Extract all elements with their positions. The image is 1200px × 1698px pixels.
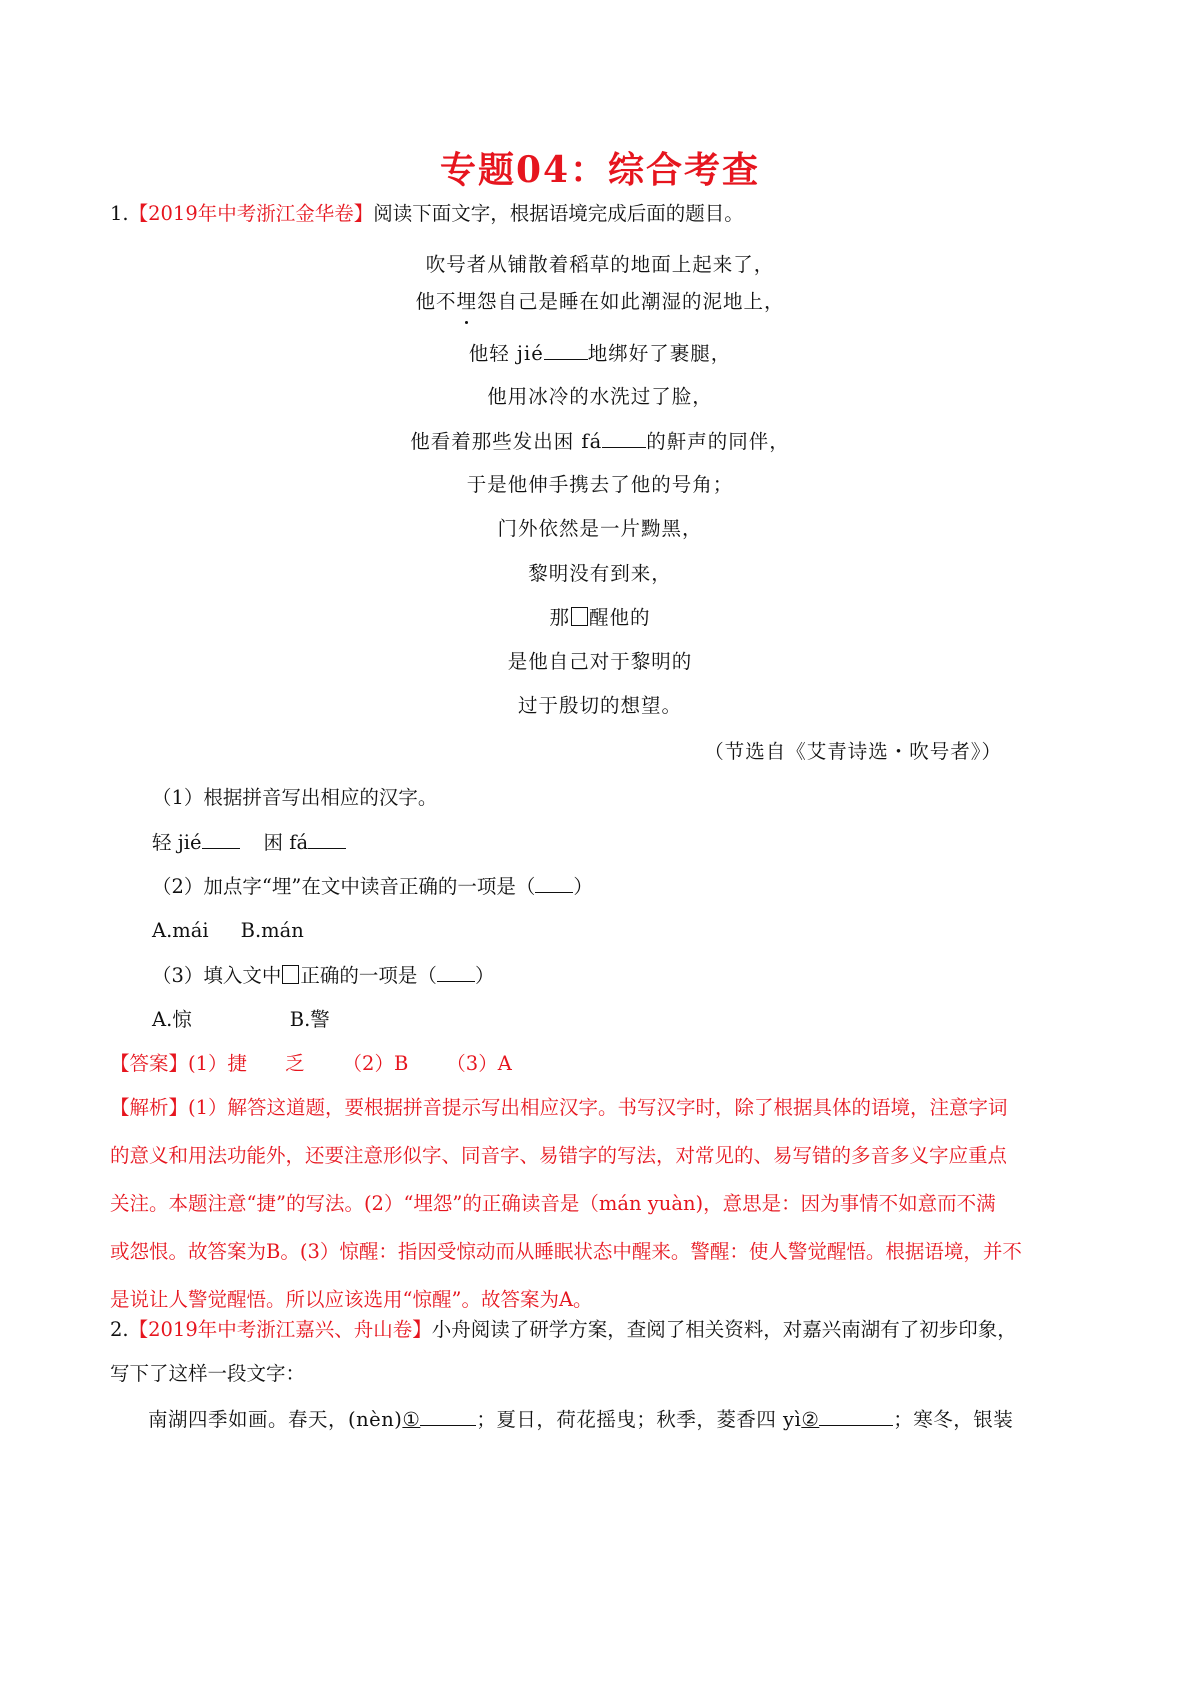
poem-text: 的鼾声的同伴， (646, 430, 790, 453)
fill-blank (437, 961, 475, 982)
fill-blank (819, 1405, 893, 1426)
analysis-line: 【解析】(1）解答这道题，要根据拼音提示写出相应汉字。书写汉字时，除了根据具体的语境，注意字词 (110, 1096, 1008, 1119)
poem-line (0, 604, 1200, 632)
question-text: （2）加点字“埋”在文中读音正确的一项是（ (152, 875, 536, 898)
fill-blank (544, 339, 588, 360)
answer-2: （2）B (342, 1052, 409, 1075)
poem-text: 他看着那些发出困 fá (410, 430, 603, 453)
question-number: 1. (110, 202, 129, 225)
fill-blank (202, 828, 240, 849)
question-number: 2. (110, 1318, 129, 1341)
sub-question-1: （1）根据拼音写出相应的汉字。 (152, 786, 438, 809)
passage-text: 南湖四季如画。春天，(nèn) (148, 1408, 403, 1431)
poem-line (0, 427, 1200, 456)
answer-line (110, 1050, 512, 1078)
question-text: 正确的一项是（ (300, 964, 437, 987)
sub-question-1-blanks (152, 828, 346, 857)
poem-line: 于是他伸手携去了他的号角； (466, 473, 734, 496)
sub-question-3-options (152, 1006, 330, 1034)
sub-question-2-options (152, 917, 304, 945)
poem-line: 是他自己对于黎明的 (507, 650, 693, 673)
poem-line: 黎明没有到来， (528, 562, 672, 585)
question-1-header (110, 200, 744, 228)
question-text: ） (573, 875, 593, 898)
question-2-passage (148, 1405, 1013, 1434)
blank-marker: ① (402, 1408, 421, 1431)
analysis-line: 关注。本题注意“捷”的写法。(2）“埋怨”的正确读音是（mán yuàn)，意思是：因为事情不如意而不满 (110, 1192, 996, 1215)
answer-label: 【答案】 (110, 1052, 189, 1075)
poem-line (0, 288, 1200, 316)
blank-marker: ② (801, 1408, 820, 1431)
analysis-line: 的意义和用法功能外，还要注意形似字、同音字、易错字的写法，对常见的、易写错的多音多义字应重点 (110, 1144, 1008, 1167)
question-source: 【2019年中考浙江嘉兴、舟山卷】 (128, 1318, 432, 1341)
poem-text: 怨自己是睡在如此潮湿的泥地上， (477, 290, 785, 313)
poem-line: 他用冰冷的水洗过了脸， (487, 385, 713, 408)
poem-text: 他轻 jié (468, 342, 544, 365)
fill-blank (308, 828, 346, 849)
dotted-character: 埋 (456, 288, 477, 316)
sub-question-2 (152, 872, 593, 901)
poem-text: 地绑好了裹腿， (587, 342, 732, 365)
answer-1: (1）捷 (188, 1052, 248, 1075)
option-a: A.mái (152, 919, 209, 942)
option-b: B.警 (289, 1008, 330, 1031)
poem-line: 过于殷切的想望。 (517, 694, 682, 717)
question-prompt: 小舟阅读了研学方案，查阅了相关资料，对嘉兴南湖有了初步印象， (431, 1318, 1017, 1341)
poem-text: 醒他的 (589, 606, 651, 629)
fill-blank (535, 872, 573, 893)
poem-text: 那 (549, 606, 570, 629)
question-prompt: 阅读下面文字，根据语境完成后面的题目。 (373, 202, 744, 225)
poem-line: 门外依然是一片黝黑， (497, 517, 703, 540)
question-source: 【2019年中考浙江金华卷】 (128, 202, 374, 225)
page-title: 专题04：综合考查 (439, 149, 761, 191)
question-text: ） (474, 964, 495, 987)
blank-label: 困 fá (263, 831, 309, 854)
blank-label: 轻 jié (152, 831, 202, 854)
option-b: B.mán (240, 919, 304, 942)
fill-blank (420, 1405, 476, 1426)
question-2-header (110, 1316, 1017, 1344)
sub-question-3 (152, 961, 494, 990)
poem-line: 吹号者从铺散着稻草的地面上起来了， (425, 253, 775, 276)
answer-1b: 乏 (285, 1052, 305, 1075)
fill-blank (602, 427, 646, 448)
poem-source-note: （节选自《艾青诗选・吹号者》） (704, 740, 1002, 763)
question-text: （3）填入文中 (152, 964, 282, 987)
blank-box (282, 965, 299, 984)
blank-box (571, 607, 588, 626)
passage-text: ；寒冬，银装 (893, 1408, 1014, 1431)
answer-3: （3）A (446, 1052, 512, 1075)
analysis-line: 是说让人警觉醒悟。所以应该选用“惊醒”。故答案为A。 (110, 1288, 593, 1311)
question-2-prompt-cont: 写下了这样一段文字： (110, 1362, 306, 1385)
passage-text: ；夏日，荷花摇曳；秋季，菱香四 yì (476, 1408, 802, 1431)
analysis-line: 或怨恨。故答案为B。(3）惊醒：指因受惊动而从睡眠状态中醒来。警醒：使人警觉醒悟。根据语境，并不 (110, 1240, 1022, 1263)
analysis-paragraph (110, 1084, 1100, 1324)
option-a: A.惊 (152, 1008, 192, 1031)
poem-text: 他不 (415, 290, 457, 313)
poem-line (0, 339, 1200, 368)
